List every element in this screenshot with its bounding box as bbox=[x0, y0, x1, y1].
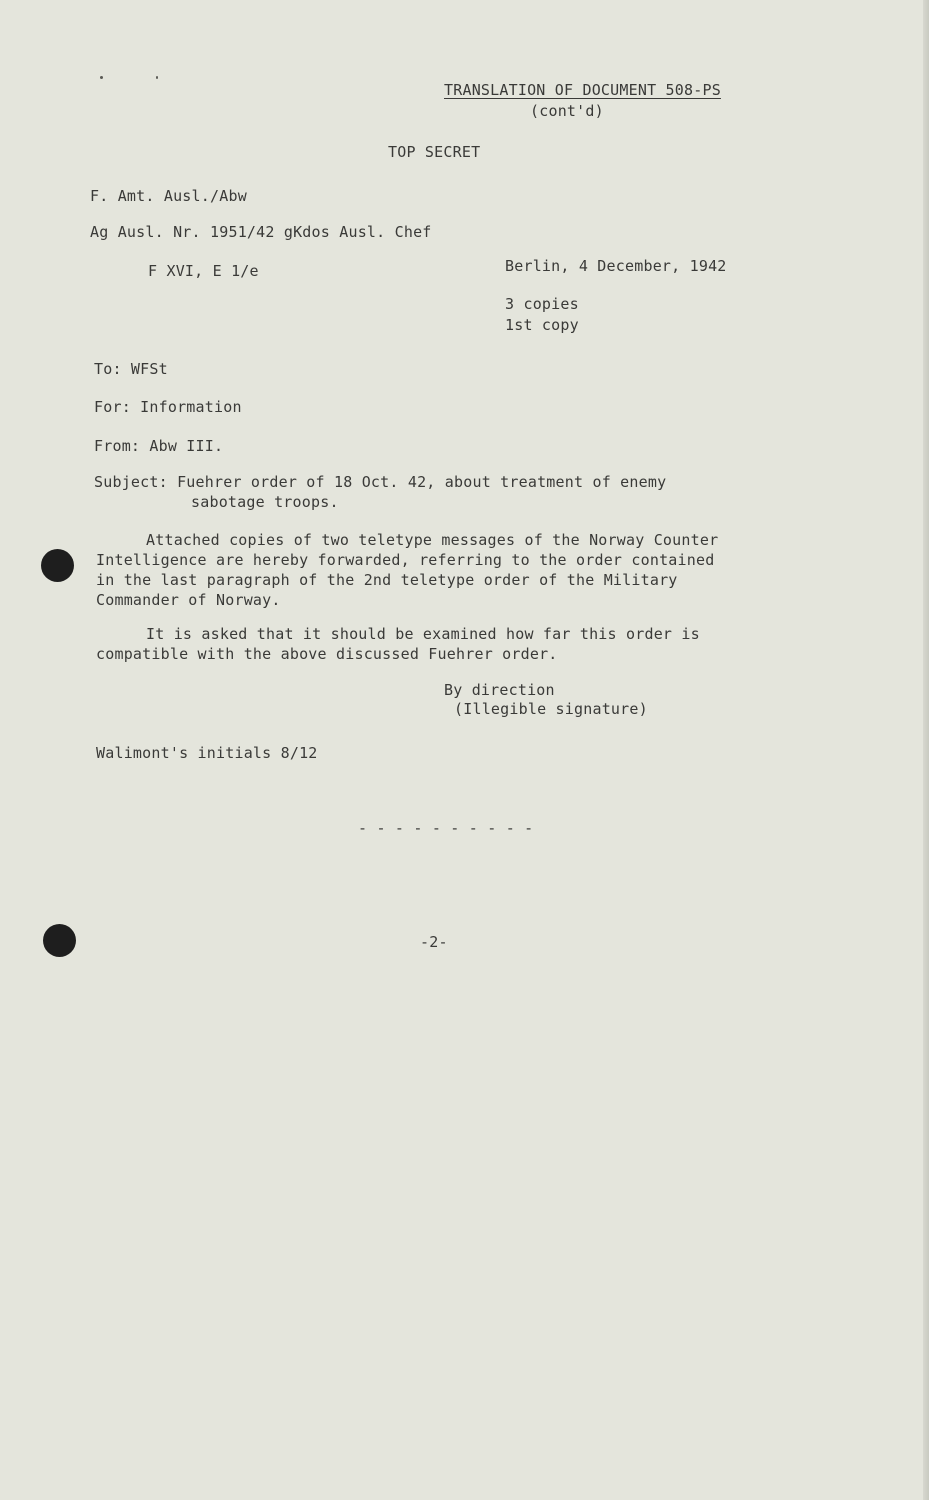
document-title-cont: (cont'd) bbox=[530, 102, 604, 120]
body-paragraph-1-line-2: Intelligence are hereby forwarded, referring to the order contained bbox=[96, 551, 715, 569]
copies-count: 3 copies bbox=[505, 295, 579, 313]
page-number: -2- bbox=[420, 933, 448, 951]
section-reference: F XVI, E 1/e bbox=[148, 262, 259, 280]
subject-line-1: Subject: Fuehrer order of 18 Oct. 42, about treatment of enemy bbox=[94, 473, 667, 491]
from-line: From: Abw III. bbox=[94, 437, 224, 455]
classification-marking: TOP SECRET bbox=[388, 143, 481, 161]
paper-edge bbox=[923, 0, 929, 1500]
to-line: To: WFSt bbox=[94, 360, 168, 378]
place-date: Berlin, 4 December, 1942 bbox=[505, 257, 727, 275]
signature-illegible: (Illegible signature) bbox=[454, 700, 648, 718]
paper-speck bbox=[156, 76, 158, 79]
signature-by-direction: By direction bbox=[444, 681, 555, 699]
punch-hole bbox=[43, 924, 76, 957]
subject-line-2: sabotage troops. bbox=[191, 493, 339, 511]
file-number: Ag Ausl. Nr. 1951/42 gKdos Ausl. Chef bbox=[90, 223, 432, 241]
initials-note: Walimont's initials 8/12 bbox=[96, 744, 318, 762]
for-line: For: Information bbox=[94, 398, 242, 416]
office-reference: F. Amt. Ausl./Abw bbox=[90, 187, 247, 205]
copy-number: 1st copy bbox=[505, 316, 579, 334]
body-paragraph-2-line-2: compatible with the above discussed Fuehrer order. bbox=[96, 645, 558, 663]
separator-line: - - - - - - - - - - bbox=[358, 819, 534, 837]
body-paragraph-1-line-3: in the last paragraph of the 2nd teletype order of the Military bbox=[96, 571, 678, 589]
body-paragraph-1-line-4: Commander of Norway. bbox=[96, 591, 281, 609]
punch-hole bbox=[41, 549, 74, 582]
document-title: TRANSLATION OF DOCUMENT 508-PS bbox=[444, 81, 721, 99]
body-paragraph-2-line-1: It is asked that it should be examined how far this order is bbox=[146, 625, 700, 643]
body-paragraph-1-line-1: Attached copies of two teletype messages of the Norway Counter bbox=[146, 531, 719, 549]
paper-speck bbox=[100, 76, 103, 79]
